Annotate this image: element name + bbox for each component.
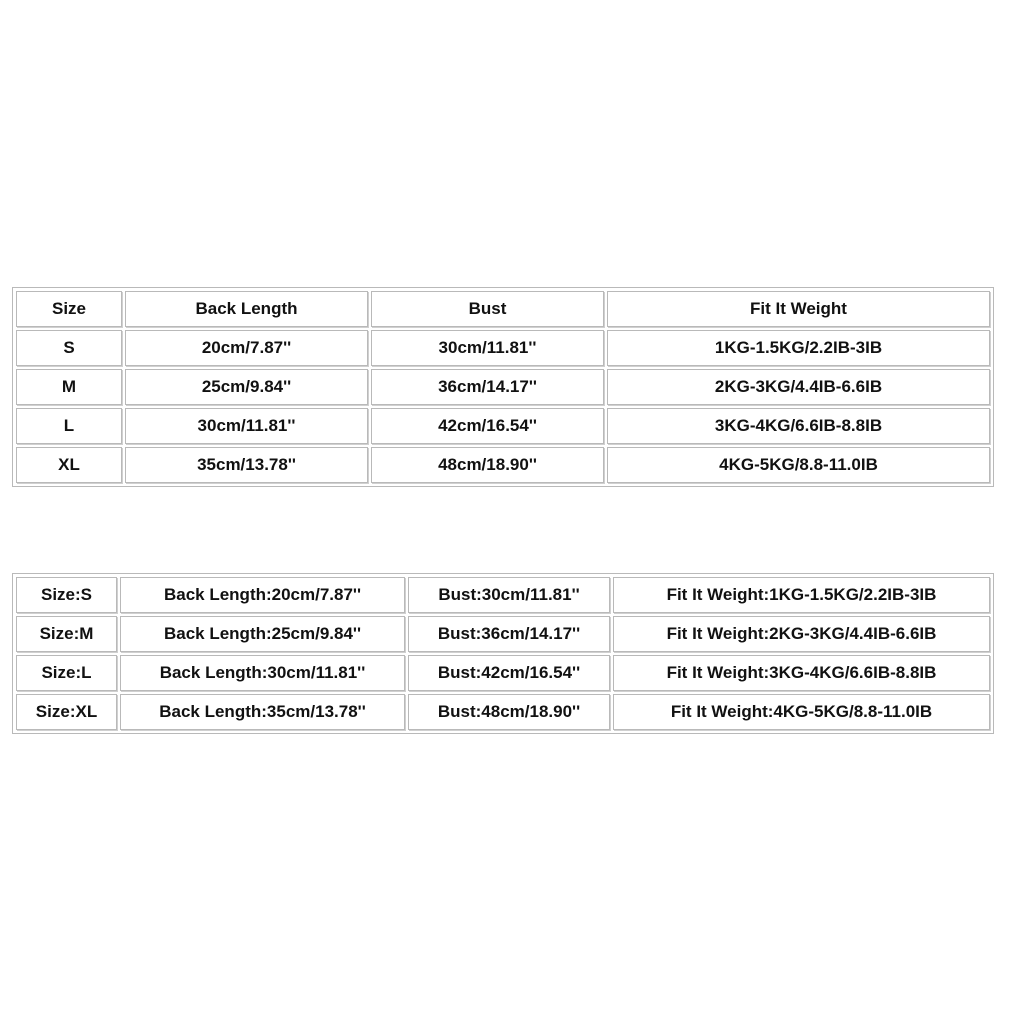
table-row bbox=[16, 330, 990, 366]
cell-size: M bbox=[16, 369, 122, 405]
table-row bbox=[16, 447, 990, 483]
table-row bbox=[16, 655, 990, 691]
cell-fit-weight: Fit It Weight:2KG-3KG/4.4IB-6.6IB bbox=[613, 616, 990, 652]
cell-back-length: Back Length:20cm/7.87'' bbox=[120, 577, 405, 613]
table-row bbox=[16, 694, 990, 730]
cell-bust: Bust:36cm/14.17'' bbox=[408, 616, 610, 652]
table-row bbox=[16, 369, 990, 405]
cell-fit-weight: Fit It Weight:3KG-4KG/6.6IB-8.8IB bbox=[613, 655, 990, 691]
cell-bust: 36cm/14.17'' bbox=[371, 369, 604, 405]
cell-bust: Bust:30cm/11.81'' bbox=[408, 577, 610, 613]
cell-size: Size:M bbox=[16, 616, 117, 652]
cell-fit-weight: Fit It Weight:4KG-5KG/8.8-11.0IB bbox=[613, 694, 990, 730]
cell-bust: Bust:48cm/18.90'' bbox=[408, 694, 610, 730]
table-row bbox=[16, 408, 990, 444]
cell-back-length: Back Length:30cm/11.81'' bbox=[120, 655, 405, 691]
header-size: Size bbox=[16, 291, 122, 327]
size-detail-table bbox=[12, 573, 994, 734]
cell-fit-weight: 2KG-3KG/4.4IB-6.6IB bbox=[607, 369, 990, 405]
cell-back-length: 20cm/7.87'' bbox=[125, 330, 368, 366]
cell-back-length: 30cm/11.81'' bbox=[125, 408, 368, 444]
cell-back-length: 25cm/9.84'' bbox=[125, 369, 368, 405]
cell-fit-weight: 4KG-5KG/8.8-11.0IB bbox=[607, 447, 990, 483]
cell-back-length: Back Length:25cm/9.84'' bbox=[120, 616, 405, 652]
cell-size: Size:L bbox=[16, 655, 117, 691]
table-row bbox=[16, 616, 990, 652]
cell-fit-weight: 1KG-1.5KG/2.2IB-3IB bbox=[607, 330, 990, 366]
cell-bust: 42cm/16.54'' bbox=[371, 408, 604, 444]
header-back-length: Back Length bbox=[125, 291, 368, 327]
table-row bbox=[16, 577, 990, 613]
cell-bust: 30cm/11.81'' bbox=[371, 330, 604, 366]
cell-size: Size:XL bbox=[16, 694, 117, 730]
cell-bust: Bust:42cm/16.54'' bbox=[408, 655, 610, 691]
header-fit-weight: Fit It Weight bbox=[607, 291, 990, 327]
cell-fit-weight: 3KG-4KG/6.6IB-8.8IB bbox=[607, 408, 990, 444]
header-bust: Bust bbox=[371, 291, 604, 327]
cell-size: S bbox=[16, 330, 122, 366]
cell-fit-weight: Fit It Weight:1KG-1.5KG/2.2IB-3IB bbox=[613, 577, 990, 613]
cell-size: L bbox=[16, 408, 122, 444]
cell-back-length: 35cm/13.78'' bbox=[125, 447, 368, 483]
cell-size: Size:S bbox=[16, 577, 117, 613]
cell-bust: 48cm/18.90'' bbox=[371, 447, 604, 483]
cell-size: XL bbox=[16, 447, 122, 483]
table-header-row bbox=[16, 291, 990, 327]
cell-back-length: Back Length:35cm/13.78'' bbox=[120, 694, 405, 730]
size-chart-table bbox=[12, 287, 994, 487]
